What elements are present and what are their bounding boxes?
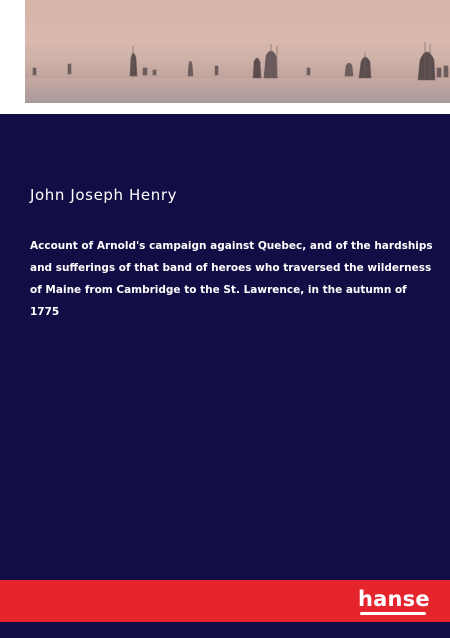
cover-background: [0, 114, 450, 580]
bottom-strip: [0, 622, 450, 638]
cover-photo-tall-ships: [25, 0, 450, 103]
logo-wordmark: hanse: [358, 587, 430, 611]
book-author: John Joseph Henry: [30, 186, 178, 204]
book-title: Account of Arnold's campaign against Quebec, and of the hardships and sufferings of that band of heroes who traversed the wilderness of Maine from Cambridge to the St. Lawrence, in the autumn of 1775: [30, 240, 433, 318]
tall-ships-illustration: [25, 0, 450, 103]
logo-swoosh-icon: [360, 612, 426, 615]
hanse-logo: [358, 587, 432, 617]
